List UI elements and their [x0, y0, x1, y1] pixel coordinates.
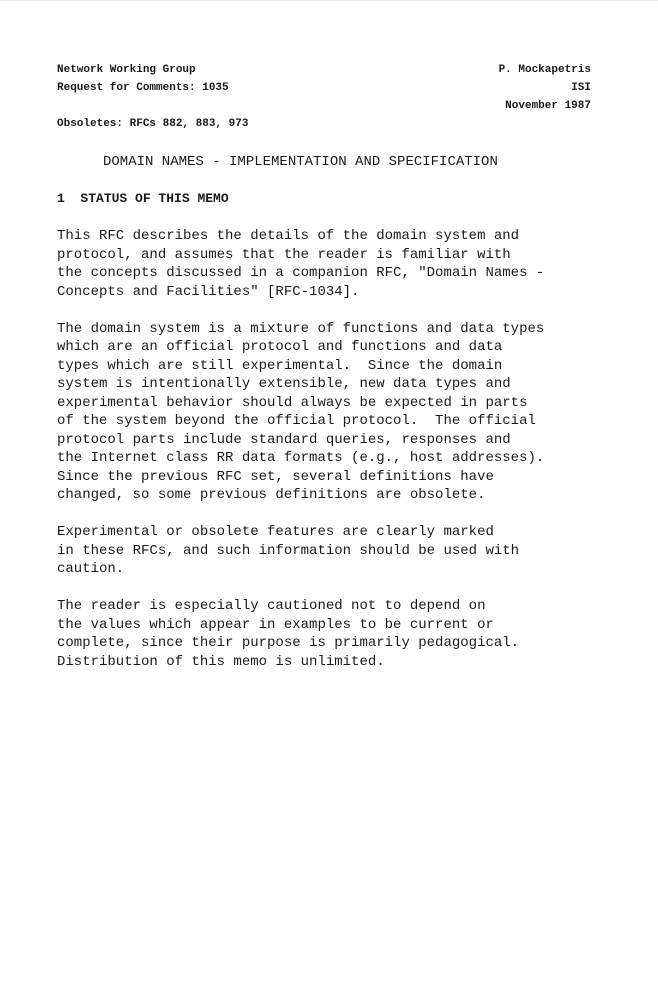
memo-body: [57, 227, 617, 690]
header-row: [57, 97, 591, 115]
paragraph-line: the concepts discussed in a companion RFC, "Domain Names -: [57, 265, 545, 281]
header-author: P. Mockapetris: [498, 64, 591, 76]
paragraph-line: Concepts and Facilities" [RFC-1034].: [57, 283, 360, 300]
paragraph-line: caution.: [57, 561, 125, 577]
paragraph-line: Experimental or obsolete features are clearly marked: [57, 524, 494, 540]
header-obsoletes: Obsoletes: RFCs 882, 883, 973: [57, 118, 249, 130]
section-heading: [57, 190, 229, 208]
paragraph: [57, 320, 617, 505]
paragraph-line: experimental behavior should always be expected in parts: [57, 394, 528, 411]
paragraph-line: the values which appear in examples to be current or: [57, 616, 494, 633]
section-number: 1: [57, 191, 65, 206]
paragraph-line: the Internet class RR data formats (e.g., host addresses).: [57, 450, 545, 466]
paragraph-line: in these RFCs, and such information should be used with: [57, 542, 520, 559]
paragraph-line: This RFC describes the details of the domain system and: [57, 228, 520, 244]
paragraph: [57, 523, 617, 579]
paragraph-line: types which are still experimental. Since the domain: [57, 357, 503, 374]
header-organization: ISI: [571, 82, 591, 94]
header-row: [57, 61, 591, 79]
header-working-group: Network Working Group: [57, 64, 196, 76]
paragraph-line: The reader is especially cautioned not to depend on: [57, 598, 486, 614]
paragraph-line: The domain system is a mixture of functions and data types: [57, 320, 545, 337]
paragraph-line: Distribution of this memo is unlimited.: [57, 653, 385, 670]
header-row: [57, 79, 591, 97]
paragraph-line: which are an official protocol and functions and data: [57, 339, 503, 355]
paragraph-line: Since the previous RFC set, several definitions have: [57, 468, 494, 485]
section-title: STATUS OF THIS MEMO: [80, 191, 229, 206]
document-title: DOMAIN NAMES - IMPLEMENTATION AND SPECIFICATION: [103, 154, 498, 170]
header-row: [57, 115, 591, 133]
paragraph-line: protocol, and assumes that the reader is familiar with: [57, 246, 511, 263]
paragraph-line: system is intentionally extensible, new data types and: [57, 376, 511, 392]
paragraph-line: of the system beyond the official protocol. The official: [57, 413, 536, 429]
paragraph: [57, 227, 617, 301]
header-rfc-number: Request for Comments: 1035: [57, 82, 229, 94]
paragraph-line: protocol parts include standard queries, responses and: [57, 431, 511, 448]
rfc-header: [57, 61, 591, 133]
paragraph-line: changed, so some previous definitions are obsolete.: [57, 487, 486, 503]
paragraph: [57, 597, 617, 671]
header-date: November 1987: [505, 100, 591, 112]
paragraph-line: complete, since their purpose is primarily pedagogical.: [57, 635, 520, 651]
